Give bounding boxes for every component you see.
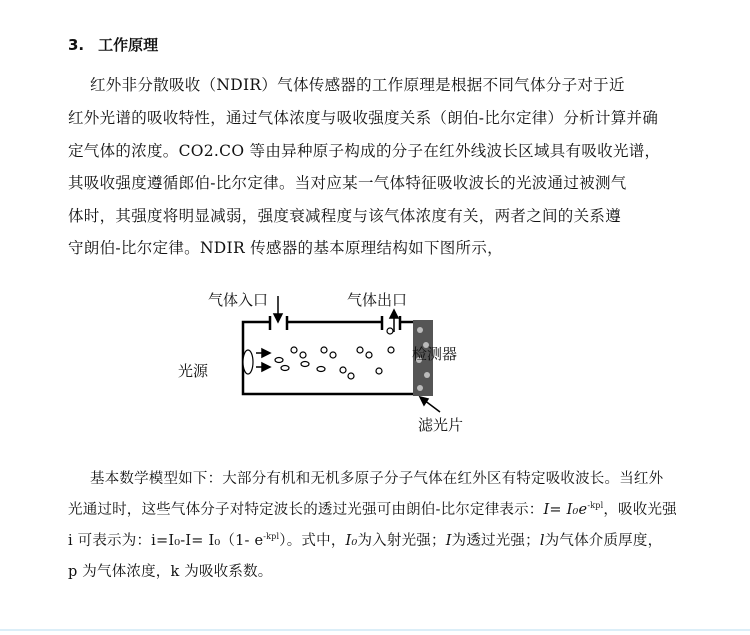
light-source-icon xyxy=(243,350,253,374)
beer-lambert-formula: I= I₀e xyxy=(543,502,588,518)
paragraph-line: p 为气体浓度，k 为吸收系数。 xyxy=(68,564,273,580)
page-divider xyxy=(0,629,750,631)
paragraph-line: 体时，其强度将明显减弱，强度衰减程度与该气体浓度有关，两者之间的关系遵 xyxy=(68,207,622,225)
paragraph-line: 守朗伯-比尔定律。NDIR 传感器的基本原理结构如下图所示， xyxy=(68,239,503,257)
paragraph-line: 红外非分散吸收（NDIR）气体传感器的工作原理是根据不同气体分子对于近 xyxy=(90,76,625,94)
paragraph-line: 红外光谱的吸收特性，通过气体浓度与吸收强度关系（朗伯-比尔定律）分析计算并确 xyxy=(68,109,659,127)
detector-label: 检测器 xyxy=(412,345,458,363)
gas-inlet-label: 气体入口 xyxy=(208,291,269,309)
gas-molecules xyxy=(275,328,394,379)
paragraph-line: 基本数学模型如下：大部分有机和无机多原子分子气体在红外区有特定吸收波长。当红外 xyxy=(90,471,664,487)
paragraph-line: 其吸收强度遵循郎伯-比尔定律。当对应某一气体特征吸收波长的光波通过被测气 xyxy=(68,174,627,192)
filter-label: 滤光片 xyxy=(418,416,464,434)
absorption-formula: i=I₀-I= I₀（1- e xyxy=(151,533,264,549)
paragraph-line: i 可表示为：i=I₀-I= I₀（1- $e^{-kpl}$）。式中，I₀为入射光强；I为透过光强；l为气体介质厚度， xyxy=(68,532,663,549)
section-heading: 3. 工作原理 xyxy=(68,36,159,54)
gas-outlet-label: 气体出口 xyxy=(347,291,408,309)
paragraph-line: 定气体的浓度。CO2.CO 等由异种原子构成的分子在红外线波长区域具有吸收光谱， xyxy=(68,142,661,160)
light-source-label: 光源 xyxy=(178,362,209,380)
paragraph-line: 光通过时，这些气体分子对特定波长的透过光强可由朗伯-比尔定律表示：$I= I_0e^{-kpl}$，吸收光强 xyxy=(68,501,677,518)
